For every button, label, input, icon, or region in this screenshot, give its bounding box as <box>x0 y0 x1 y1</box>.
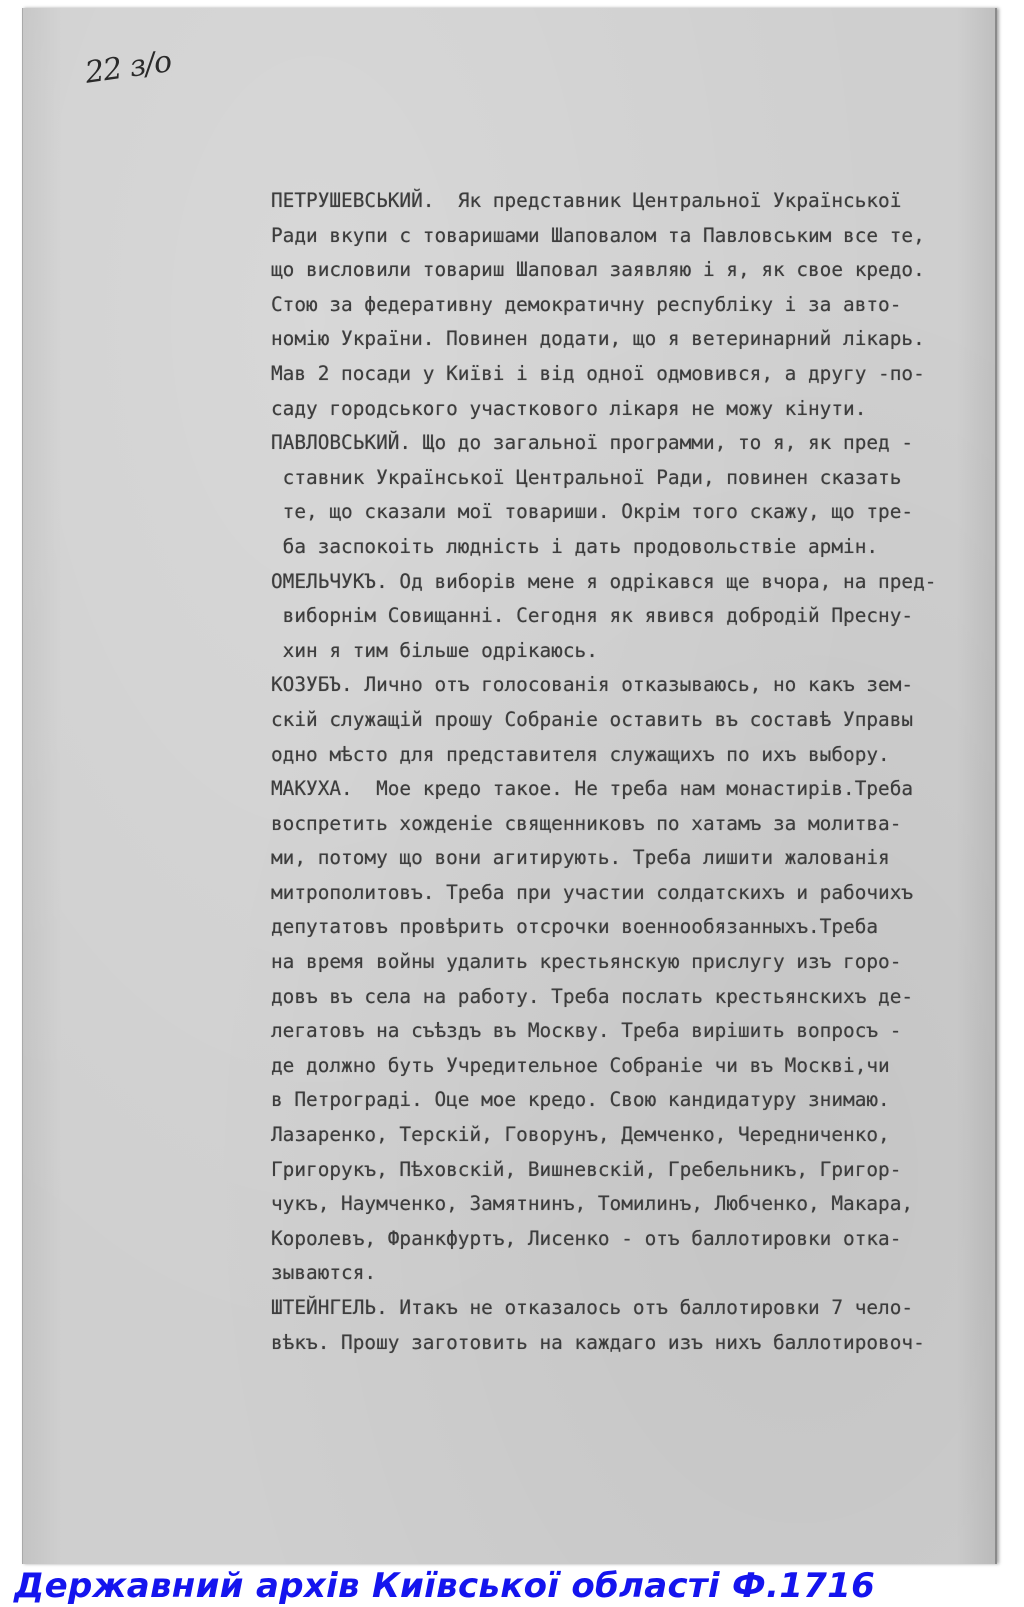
handwritten-folio-number: 22 з/о <box>82 44 174 91</box>
text-line: ОМЕЛЬЧУКЪ. Од виборів мене я одрікався ще вчора, на пред- <box>271 569 937 593</box>
text-line: Лазаренко, Терскій, Говорунъ, Демченко, Чередниченко, <box>271 1123 890 1147</box>
text-line: те, що сказали мої товариши. Окрім того скажу, що тре- <box>271 500 914 524</box>
text-line: КОЗУБЪ. Лично отъ голосованія отказываюсь, но какъ зем- <box>271 673 914 697</box>
text-line: на время войны удалить крестьянскую прислугу изъ горо- <box>271 950 902 974</box>
archival-document-page <box>22 8 997 1564</box>
text-line: Мав 2 посади у Київі і від одної одмовився, а другу -по- <box>271 361 925 385</box>
text-line: чукъ, Наумченко, Замятнинъ, Томилинъ, Любченко, Макара, <box>271 1192 914 1216</box>
text-line: довъ въ села на работу. Треба послать крестьянскихъ де- <box>271 984 914 1008</box>
text-line: МАКУХА. Мое кредо такое. Не треба нам монастирів.Треба <box>271 777 914 801</box>
text-line: ПЕТРУШЕВСЬКИЙ. Як представник Центральної Української <box>271 189 902 212</box>
text-line: митрополитовъ. Треба при участии солдатскихъ и рабочихъ <box>271 880 914 904</box>
text-line: ШТЕЙНГЕЛЬ. Итакъ не отказалось отъ баллотировки 7 чело- <box>271 1296 914 1319</box>
text-line: де должно буть Учредительное Собраніе чи въ Москві,чи <box>271 1053 890 1077</box>
text-line: виборнім Совищанні. Сегодня як явився добродій Преснy- <box>271 604 914 628</box>
text-line: скій служащій прошу Собраніе оставить въ составѣ Управы <box>271 707 914 731</box>
typewritten-text <box>271 184 971 1360</box>
text-line: зываются. <box>271 1261 377 1285</box>
text-line: Григорукъ, Пѣховскій, Вишневскій, Гребельникъ, Григор- <box>271 1157 902 1181</box>
text-line: воспретить хожденіе священниковъ по хатамъ за молитва- <box>271 811 902 835</box>
text-line: ставник Української Центральної Ради, повинен сказать <box>271 465 902 489</box>
text-line: депутатовъ провѣрить отсрочки военнообязанныхъ.Треба <box>271 915 879 939</box>
text-line: хин я тим більше одрікаюсь. <box>271 638 598 662</box>
text-line: легатовъ на съѣздъ въ Москву. Треба вирішить вопросъ - <box>271 1019 902 1043</box>
archive-caption: Державний архів Київської області Ф.1716 <box>14 1566 876 1606</box>
text-line: Ради вкупи с товаришами Шаповалом та Павловським все те, <box>271 223 925 247</box>
text-line: ПАВЛОВСЬКИЙ. Що до загальної программи, то я, як пред - <box>271 431 914 455</box>
text-line: Стою за федеративну демократичну республіку і за авто- <box>271 292 902 316</box>
text-line: що висловили товариш Шаповал заявляю і я, як свое кредо. <box>271 258 925 282</box>
text-line: саду городського участкового лікаря не можу кінути. <box>271 396 867 420</box>
text-line: ми, потому що вони агитирують. Треба лишити жалованія <box>271 846 890 870</box>
text-line: ба заспокоіть людність і дать продовольствіе армін. <box>271 534 879 558</box>
text-line: одно мѣсто для представителя служащихъ по ихъ выбору. <box>271 742 890 766</box>
text-line: номію України. Повинен додати, що я ветеринарний лікарь. <box>271 327 925 351</box>
text-line: вѣкъ. Прошу заготовить на каждаго изъ нихъ баллотировоч- <box>271 1330 925 1354</box>
text-line: в Петрограді. Оце мое кредо. Свою кандидатуру знимаю. <box>271 1088 890 1112</box>
text-line: Королевъ, Франкфуртъ, Лисенко - отъ баллотировки отка- <box>271 1226 902 1250</box>
